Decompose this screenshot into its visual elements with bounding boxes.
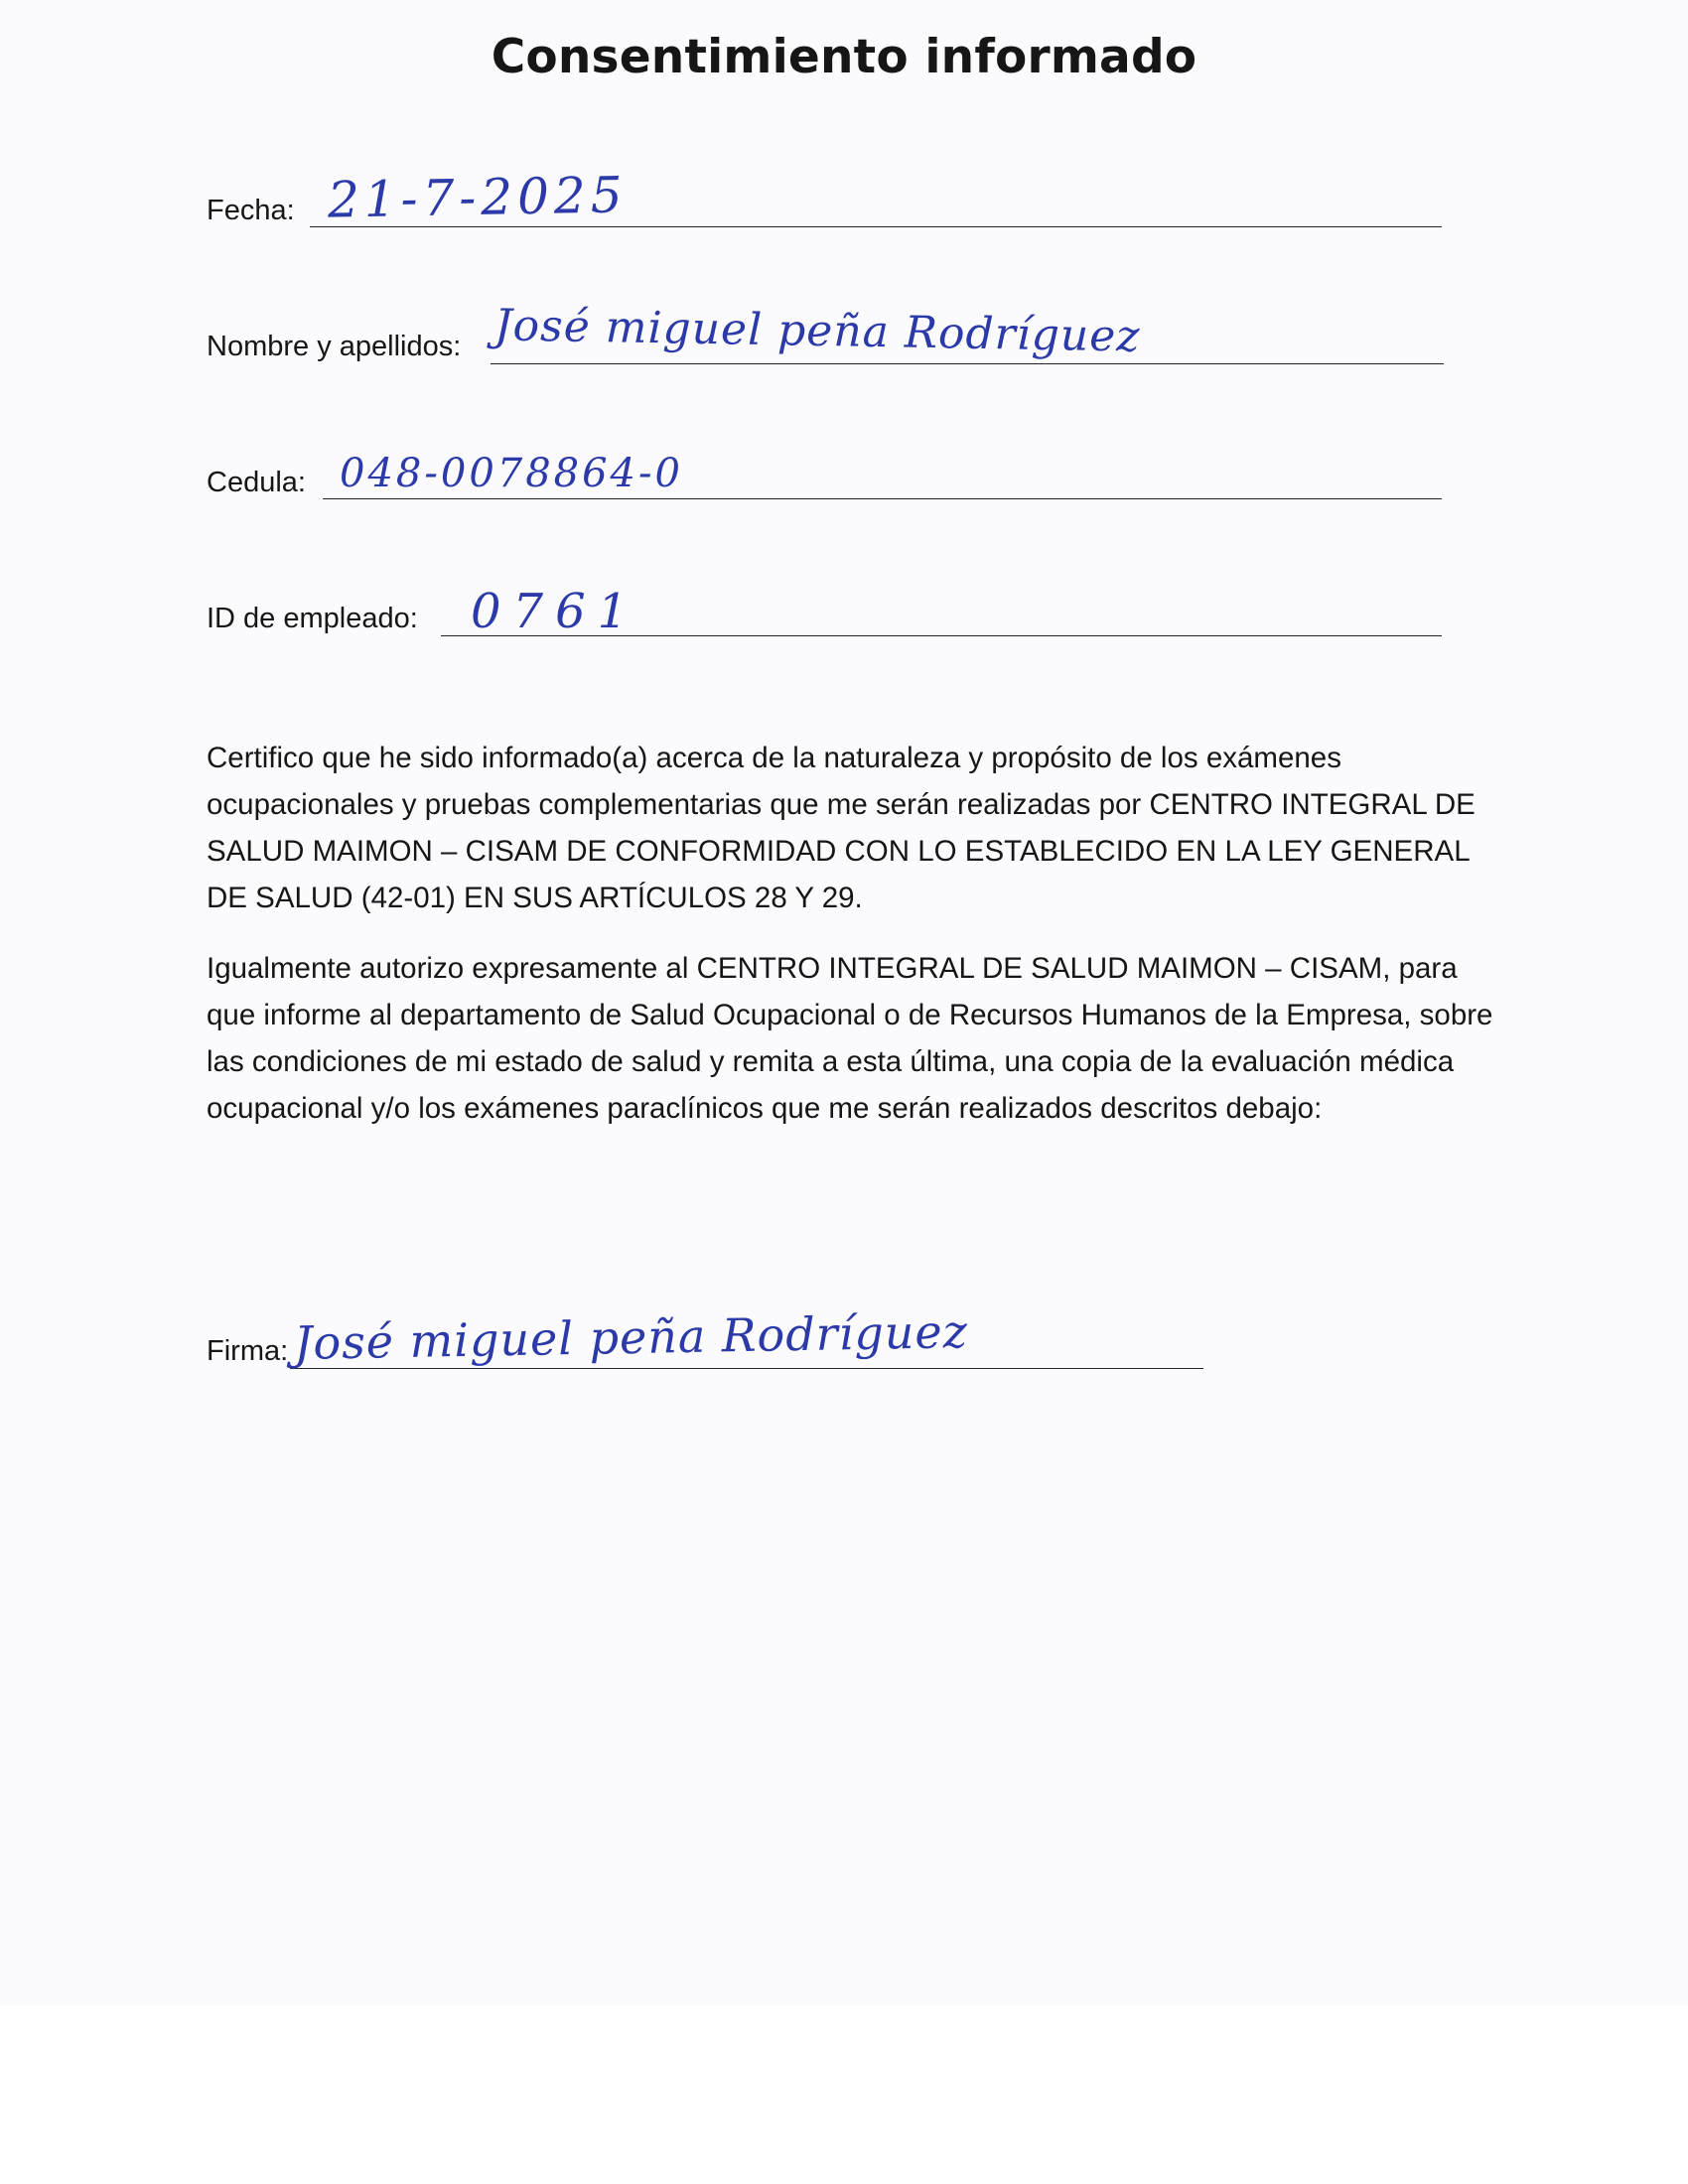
- firma-label: Firma:: [207, 1335, 289, 1367]
- scan-bottom-edge: [0, 2005, 1688, 2184]
- consent-paragraph-2: Igualmente autorizo expresamente al CENTRO INTEGRAL DE SALUD MAIMON – CISAM, para que informe al departamento de Salud Ocupacional o de Recursos Humanos de la Empresa, sobre las condiciones de mi estado de salud y remita a esta última, una copia de la evaluación médica ocupacional y/o los exámenes paraclínicos que me serán realizados descritos debajo:: [207, 952, 1493, 1125]
- firma-line[interactable]: [290, 1368, 1203, 1369]
- cedula-label: Cedula:: [207, 467, 306, 498]
- cedula-handwritten-value: 048-0078864-0: [340, 451, 683, 496]
- empleado-label: ID de empleado:: [207, 603, 418, 634]
- nombre-label: Nombre y apellidos:: [207, 331, 462, 362]
- fecha-handwritten-value: 21-7-2025: [327, 166, 628, 229]
- nombre-handwritten-value: José miguel peña Rodríguez: [493, 300, 1141, 362]
- document-title: Consentimiento informado: [491, 30, 1197, 84]
- signature-handwritten: José miguel peña Rodríguez: [293, 1304, 969, 1370]
- empleado-handwritten-value: 0761: [471, 584, 640, 639]
- fecha-label: Fecha:: [207, 195, 295, 226]
- cedula-line[interactable]: [323, 498, 1442, 499]
- nombre-line[interactable]: [491, 363, 1444, 364]
- fecha-line[interactable]: [310, 226, 1442, 227]
- consent-paragraph-1: Certifico que he sido informado(a) acerca de la naturaleza y propósito de los exámenes ocupacionales y pruebas complementarias que me serán realizadas por CENTRO INTEGRAL DE SALUD MAIMON – CISAM DE CONFORMIDAD CON LO ESTABLECIDO EN LA LEY GENERAL DE SALUD (42-01) EN SUS ARTÍCULOS 28 Y 29.: [207, 742, 1476, 914]
